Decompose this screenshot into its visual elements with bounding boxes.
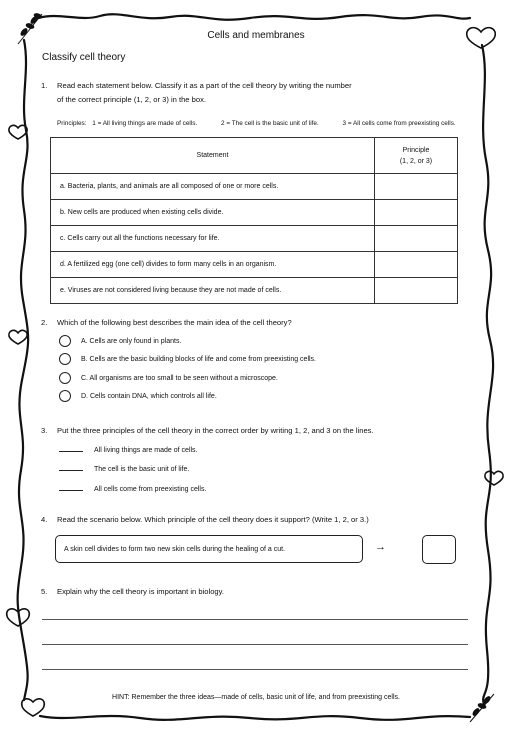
question-5 — [0, 585, 512, 599]
header-principle — [375, 138, 458, 174]
answer-blank[interactable] — [59, 444, 83, 452]
header-principle-line2: (1, 2, or 3) — [399, 157, 433, 165]
ordering-item-label: The cell is the basic unit of life. — [94, 466, 190, 473]
answer-blank[interactable] — [59, 483, 83, 491]
radio-circle[interactable] — [59, 372, 71, 384]
question-3 — [0, 424, 512, 438]
question-2 — [0, 316, 512, 330]
radio-circle[interactable] — [59, 335, 71, 347]
table-row — [51, 252, 458, 278]
page-title: Cells and membranes — [207, 30, 305, 41]
header-principle-line1: Principle — [402, 146, 430, 154]
principle-answer-cell[interactable] — [375, 200, 458, 226]
border-bottom — [40, 716, 470, 720]
principle-answer-cell[interactable] — [375, 278, 458, 304]
radio-circle[interactable] — [59, 390, 71, 402]
border-right — [482, 45, 493, 705]
table-header-row — [51, 138, 458, 174]
writing-line[interactable] — [42, 644, 468, 645]
ordering-item — [59, 483, 206, 493]
option-b[interactable] — [59, 353, 316, 365]
question-1 — [0, 79, 512, 109]
heart-icon — [7, 609, 30, 626]
principle-answer-cell[interactable] — [375, 226, 458, 252]
table-row — [51, 200, 458, 226]
answer-box[interactable] — [422, 535, 456, 564]
heart-icon — [485, 471, 503, 485]
question-text: Explain why the cell theory is important in biology. — [57, 587, 225, 596]
option-c[interactable] — [59, 372, 278, 384]
ordering-item — [59, 463, 189, 473]
section-subtitle: Classify cell theory — [42, 52, 126, 63]
question-number: 4. — [41, 515, 48, 524]
radio-circle[interactable] — [59, 353, 71, 365]
answer-blank[interactable] — [59, 463, 83, 471]
border-top — [38, 14, 470, 19]
principle-3: 3 = All cells come from preexisting cells. — [342, 120, 456, 127]
border-left — [18, 40, 29, 700]
statement-cell: a. Bacteria, plants, and animals are all composed of one or more cells. — [51, 174, 375, 200]
principle-1: 1 = All living things are made of cells. — [92, 120, 198, 127]
statement-cell: c. Cells carry out all the functions necessary for life. — [51, 226, 375, 252]
arrow-right-icon: → — [375, 541, 386, 553]
ordering-item-label: All cells come from preexisting cells. — [94, 486, 207, 493]
ordering-item — [59, 444, 198, 454]
option-label: B. Cells are the basic building blocks of life and come from preexisting cells. — [81, 355, 316, 363]
hint-text: HINT: Remember the three ideas—made of cells, basic unit of life, and from preexisting cells. — [112, 694, 400, 701]
question-number: 5. — [41, 587, 48, 596]
question-number: 2. — [41, 318, 48, 327]
option-label: A. Cells are only found in plants. — [81, 337, 182, 345]
principle-answer-cell[interactable] — [375, 174, 458, 200]
principle-answer-cell[interactable] — [375, 252, 458, 278]
question-number: 3. — [41, 426, 48, 435]
question-text: Read the scenario below. Which principle of the cell theory does it support? (Write 1, 2, or 3.) — [57, 515, 369, 524]
question-text-line2: of the correct principle (1, 2, or 3) in the box. — [57, 95, 206, 104]
writing-line[interactable] — [42, 619, 468, 620]
principle-2: 2 = The cell is the basic unit of life. — [221, 120, 319, 127]
principles-key — [57, 120, 456, 127]
table-row — [51, 278, 458, 304]
question-text: Which of the following best describes the main idea of the cell theory? — [57, 318, 292, 327]
scenario-box: A skin cell divides to form two new skin cells during the healing of a cut. — [55, 535, 363, 563]
question-4 — [0, 513, 512, 527]
table-row — [51, 174, 458, 200]
option-label: D. Cells contain DNA, which controls all life. — [81, 392, 217, 400]
option-d[interactable] — [59, 390, 217, 402]
option-a[interactable] — [59, 335, 181, 347]
table-row — [51, 226, 458, 252]
header-statement: Statement — [51, 138, 375, 174]
statement-cell: d. A fertilized egg (one cell) divides to form many cells in an organism. — [51, 252, 375, 278]
principles-label: Principles: — [57, 120, 87, 127]
heart-icon — [9, 330, 27, 344]
question-text: Put the three principles of the cell theory in the correct order by writing 1, 2, and 3 on the lines. — [57, 426, 374, 435]
statement-cell: e. Viruses are not considered living because they are not made of cells. — [51, 278, 375, 304]
option-label: C. All organisms are too small to be seen without a microscope. — [81, 374, 278, 382]
question-number: 1. — [41, 81, 48, 90]
statement-cell: b. New cells are produced when existing cells divide. — [51, 200, 375, 226]
statement-table — [50, 137, 458, 304]
heart-icon — [9, 125, 27, 139]
question-text-line1: Read each statement below. Classify it as a part of the cell theory by writing the number — [57, 81, 352, 90]
heart-icon — [22, 699, 45, 716]
ordering-item-label: All living things are made of cells. — [94, 447, 198, 454]
writing-line[interactable] — [42, 669, 468, 670]
